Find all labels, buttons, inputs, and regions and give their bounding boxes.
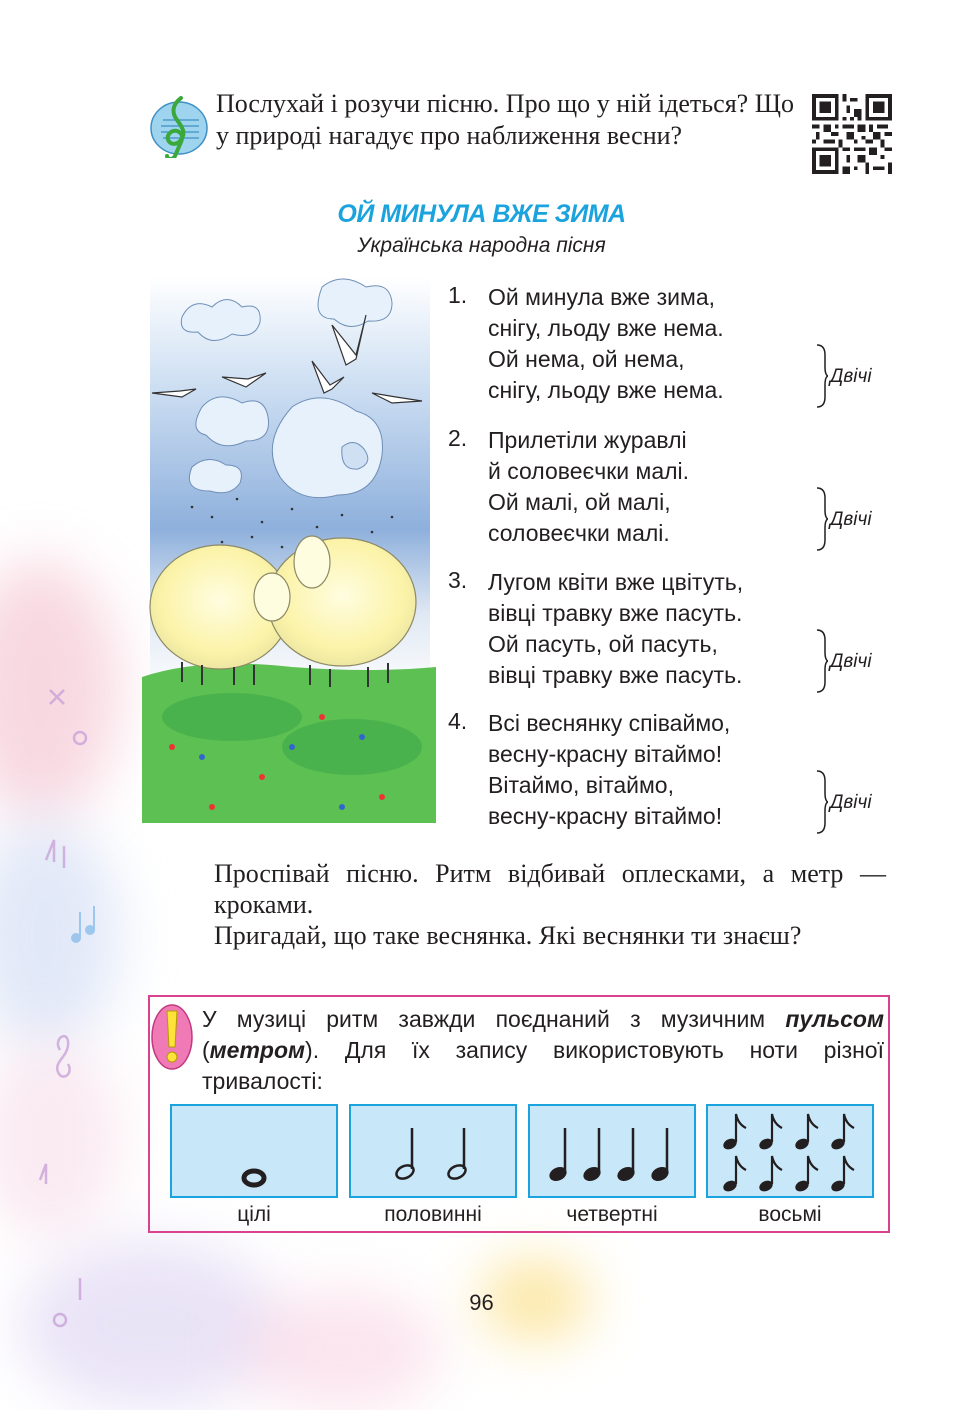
whole-notes-box xyxy=(170,1104,338,1198)
verse-line: вівці травку вже пасуть. xyxy=(488,600,743,626)
task-text xyxy=(214,858,886,951)
rule-term-pulse: пульсом xyxy=(785,1006,884,1032)
repeat-label: Двічі xyxy=(830,366,872,387)
verse-line: Лугом квіти вже цвітуть, xyxy=(488,569,744,595)
half-notes-box xyxy=(349,1104,517,1198)
curly-brace-icon xyxy=(816,770,828,834)
note-label: восьмі xyxy=(758,1203,822,1226)
verse-line: вівці травку вже пасуть. xyxy=(488,662,743,688)
verse-line: снігу, льоду вже нема. xyxy=(488,315,724,341)
curly-brace-icon xyxy=(816,629,828,693)
treble-clef-disc-icon xyxy=(147,92,209,158)
rule-text xyxy=(202,1004,884,1097)
verse-number: 1. xyxy=(448,282,468,308)
verse-number: 3. xyxy=(448,567,468,593)
verse-line: снігу, льоду вже нема. xyxy=(488,377,724,403)
verse-number: 2. xyxy=(448,425,468,451)
sheep-illustration xyxy=(142,277,436,833)
quarter-notes-box xyxy=(528,1104,696,1198)
verse-line: Ой пасуть, ой пасуть, xyxy=(488,631,718,657)
verse-line: соловеєчки малі. xyxy=(488,520,670,546)
rule-text-part: ). Для їх запису використовують ноти різної тривалості: xyxy=(202,1037,884,1094)
verse-line: весну-красну вітаймо! xyxy=(488,741,723,767)
verse-3 xyxy=(448,567,908,697)
eighth-notes-box xyxy=(706,1104,874,1198)
curly-brace-icon xyxy=(816,487,828,551)
verse-line: Всі веснянку співаймо, xyxy=(488,710,731,736)
qr-code[interactable] xyxy=(812,94,892,174)
note-label: четвертні xyxy=(566,1203,658,1226)
verse-line: Прилетіли журавлі xyxy=(488,427,687,453)
song-title: ОЙ МИНУЛА ВЖЕ ЗИМА xyxy=(337,200,626,228)
verse-1 xyxy=(448,282,908,412)
rule-text-part: У музиці ритм завжди поєднаний з музичним xyxy=(202,1006,786,1032)
verse-line: Ой нема, ой нема, xyxy=(488,346,685,372)
verse-line: Вітаймо, вітаймо, xyxy=(488,772,674,798)
verse-2 xyxy=(448,425,908,555)
eighth-notes-icon xyxy=(708,1106,872,1196)
verse-line: й соловеєчки малі. xyxy=(488,458,690,484)
repeat-label: Двічі xyxy=(830,651,872,672)
song-subtitle: Українська народна пісня xyxy=(357,234,606,257)
rule-text-part: ( xyxy=(202,1037,210,1063)
curly-brace-icon xyxy=(816,344,828,408)
note-label: половинні xyxy=(384,1203,482,1226)
verse-line: весну-красну вітаймо! xyxy=(488,803,723,829)
task-paragraph: Пригадай, що таке веснянка. Які веснянки ти знаєш? xyxy=(214,921,802,950)
task-paragraph: Проспівай пісню. Ритм відбивай оплесками, а метр — кроками. xyxy=(214,859,886,919)
page-number: 96 xyxy=(469,1290,494,1315)
repeat-label: Двічі xyxy=(830,509,872,530)
whole-note-icon xyxy=(172,1106,336,1196)
verse-4 xyxy=(448,708,908,838)
verse-number: 4. xyxy=(448,708,468,734)
background-music-symbols xyxy=(20,680,130,1380)
repeat-label: Двічі xyxy=(830,792,872,813)
verse-line: Ой минула вже зима, xyxy=(488,284,716,310)
rule-term-meter: метром xyxy=(209,1037,306,1063)
note-label: цілі xyxy=(237,1203,271,1226)
intro-text: Послухай і розучи пісню. Про що у ній ідеться? Що у природі нагадує про наближення весни? xyxy=(216,89,794,150)
verse-line: Ой малі, ой малі, xyxy=(488,489,671,515)
quarter-notes-icon xyxy=(530,1106,694,1196)
exclamation-icon xyxy=(150,1001,194,1071)
half-notes-icon xyxy=(351,1106,515,1196)
